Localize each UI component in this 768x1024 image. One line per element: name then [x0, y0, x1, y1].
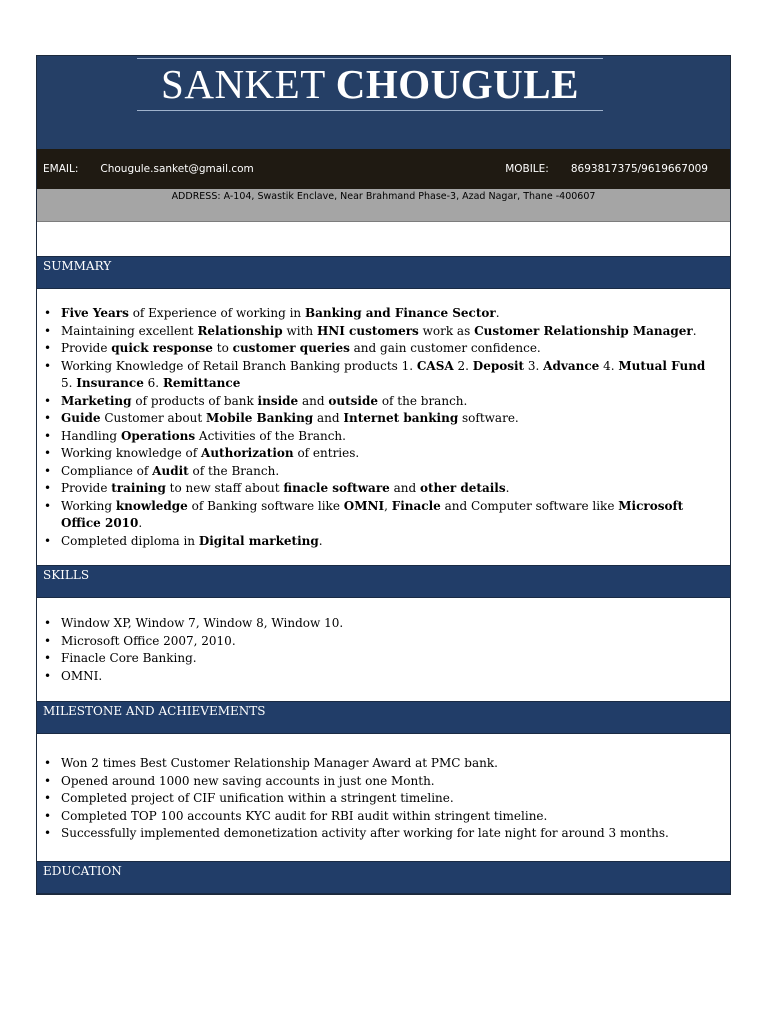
- milestone-item: • Opened around 1000 new saving accounts in just one Month.: [61, 773, 718, 791]
- contact-bar: [37, 149, 730, 189]
- summary-item: • Working knowledge of Banking software like OMNI, Finacle and Computer software like Microsoft Office 2010.: [61, 498, 718, 533]
- last-name: CHOUGULE: [335, 61, 579, 107]
- resume-header: [37, 56, 730, 149]
- section-header-education: EDUCATION: [37, 861, 730, 894]
- milestones-section: [37, 734, 730, 861]
- summary-item: • Compliance of Audit of the Branch.: [61, 463, 718, 481]
- summary-item: • Working Knowledge of Retail Branch Banking products 1. CASA 2. Deposit 3. Advance 4. Mutual Fund 5. Insurance 6. Remittance: [61, 358, 718, 393]
- section-header-summary: SUMMARY: [37, 256, 730, 289]
- milestone-item: • Completed project of CIF unification within a stringent timeline.: [61, 790, 718, 808]
- summary-item: • Provide training to new staff about finacle software and other details.: [61, 480, 718, 498]
- section-header-skills: SKILLS: [37, 565, 730, 598]
- skill-item: • OMNI.: [61, 668, 718, 686]
- summary-item: • Guide Customer about Mobile Banking and Internet banking software.: [61, 410, 718, 428]
- milestone-list: [37, 755, 730, 843]
- address-bar: [37, 189, 730, 222]
- mobile-value: 8693817375/9619667009: [570, 163, 708, 175]
- summary-section: [37, 289, 730, 565]
- summary-item: • Marketing of products of bank inside and outside of the branch.: [61, 393, 718, 411]
- summary-list: [37, 305, 730, 550]
- summary-item: • Maintaining excellent Relationship with HNI customers work as Customer Relationship Manager.: [61, 323, 718, 341]
- resume-page: [36, 55, 731, 895]
- milestone-item: • Completed TOP 100 accounts KYC audit for RBI audit within stringent timeline.: [61, 808, 718, 826]
- summary-item: • Provide quick response to customer queries and gain customer confidence.: [61, 340, 718, 358]
- mobile-label: MOBILE:: [505, 163, 549, 175]
- address-text: ADDRESS: A-104, Swastik Enclave, Near Brahmand Phase-3, Azad Nagar, Thane -400607: [171, 191, 596, 202]
- candidate-name: [137, 58, 603, 111]
- email-value[interactable]: Chougule.sanket@gmail.com: [100, 163, 254, 175]
- skills-section: [37, 598, 730, 701]
- skill-item: • Finacle Core Banking.: [61, 650, 718, 668]
- email-label: EMAIL:: [43, 163, 79, 175]
- skills-list: [37, 615, 730, 685]
- summary-item: • Working knowledge of Authorization of entries.: [61, 445, 718, 463]
- skill-item: • Window XP, Window 7, Window 8, Window 10.: [61, 615, 718, 633]
- first-name: SANKET: [161, 61, 326, 107]
- summary-item: • Handling Operations Activities of the Branch.: [61, 428, 718, 446]
- summary-item: • Five Years of Experience of working in Banking and Finance Sector.: [61, 305, 718, 323]
- spacer-row: [37, 222, 730, 256]
- milestone-item: • Successfully implemented demonetization activity after working for late night for around 3 months.: [61, 825, 718, 843]
- milestone-item: • Won 2 times Best Customer Relationship Manager Award at PMC bank.: [61, 755, 718, 773]
- skill-item: • Microsoft Office 2007, 2010.: [61, 633, 718, 651]
- summary-item: • Completed diploma in Digital marketing.: [61, 533, 718, 551]
- section-header-milestones: MILESTONE AND ACHIEVEMENTS: [37, 701, 730, 734]
